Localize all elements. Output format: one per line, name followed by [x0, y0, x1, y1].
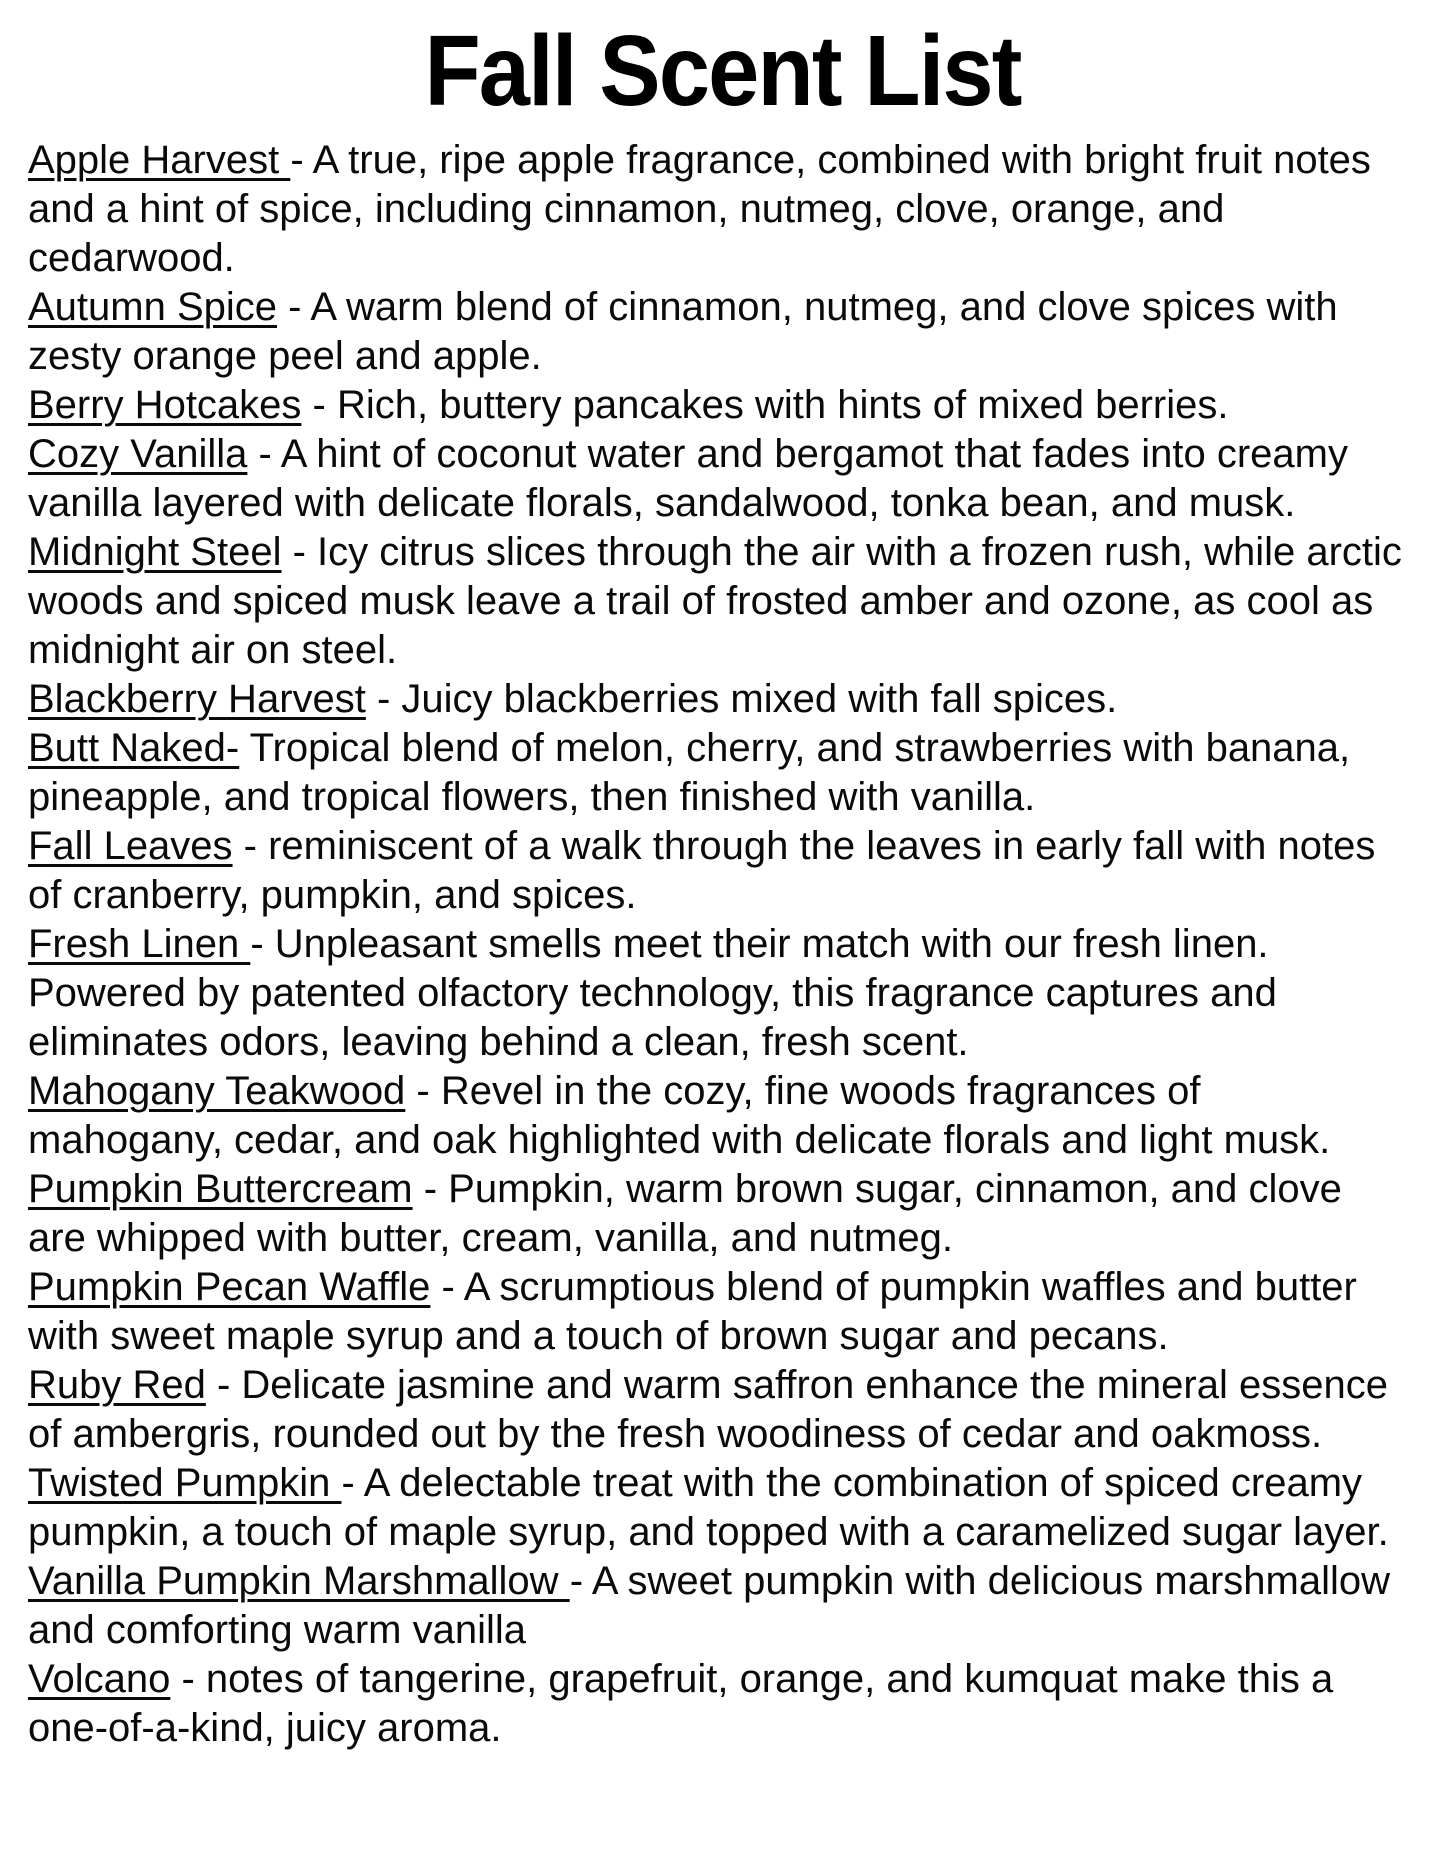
- scent-name: Twisted Pumpkin: [28, 1461, 342, 1505]
- scent-description: - Pumpkin, warm brown sugar, cinnamon, and clove are whipped with butter, cream, vanilla, and nutmeg.: [28, 1167, 1354, 1260]
- scent-name: Cozy Vanilla: [28, 432, 248, 476]
- scent-entry: [28, 1067, 1406, 1165]
- scent-name: Apple Harvest: [28, 138, 291, 182]
- scent-entry: [28, 1361, 1406, 1459]
- scent-name: Blackberry Harvest: [28, 677, 366, 721]
- scent-name: Mahogany Teakwood: [28, 1069, 406, 1113]
- scent-description: - A warm blend of cinnamon, nutmeg, and clove spices with zesty orange peel and apple.: [28, 285, 1349, 378]
- scent-entry: [28, 528, 1414, 675]
- scent-description: - notes of tangerine, grapefruit, orange, and kumquat make this a one-of-a-kind, juicy aroma.: [28, 1657, 1345, 1750]
- scent-entry: [28, 430, 1406, 528]
- scent-description: - Rich, buttery pancakes with hints of mixed berries.: [301, 383, 1229, 427]
- scent-name: Pumpkin Buttercream: [28, 1167, 413, 1211]
- scent-entry: [28, 381, 1406, 430]
- scent-name: Pumpkin Pecan Waffle: [28, 1265, 431, 1309]
- scent-description: - A scrumptious blend of pumpkin waffles and butter with sweet maple syrup and a touch of brown sugar and pecans.: [28, 1265, 1368, 1358]
- scent-entry: [28, 1655, 1406, 1753]
- scent-description: - A hint of coconut water and bergamot that fades into creamy vanilla layered with delicate florals, sandalwood, tonka bean, and musk.: [28, 432, 1360, 525]
- scent-description: - A delectable treat with the combination of spiced creamy pumpkin, a touch of maple syrup, and topped with a caramelized sugar layer.: [28, 1461, 1389, 1554]
- scent-description: - Revel in the cozy, fine woods fragrances of mahogany, cedar, and oak highlighted with delicate florals and light musk.: [28, 1069, 1331, 1162]
- scent-name: Volcano: [28, 1657, 171, 1701]
- scent-list: [28, 136, 1414, 1753]
- page-title: Fall Scent List: [424, 15, 1021, 127]
- scent-entry: [28, 1459, 1406, 1557]
- scent-entry: [28, 1557, 1406, 1655]
- scent-name: Fall Leaves: [28, 824, 233, 868]
- scent-name: Ruby Red: [28, 1363, 206, 1407]
- scent-description: - A true, ripe apple fragrance, combined with bright fruit notes and a hint of spice, including cinnamon, nutmeg, clove, orange, and cedarwood.: [28, 138, 1383, 280]
- scent-entry: [28, 136, 1406, 283]
- scent-name: Fresh Linen: [28, 922, 251, 966]
- scent-description: - Icy citrus slices through the air with a frozen rush, while arctic woods and spiced musk leave a trail of frosted amber and ozone, as cool as midnight air on steel.: [28, 530, 1414, 672]
- scent-entry: [28, 920, 1406, 1067]
- scent-name: Berry Hotcakes: [28, 383, 302, 427]
- scent-description: - reminiscent of a walk through the leaves in early fall with notes of cranberry, pumpkin, and spices.: [28, 824, 1387, 917]
- scent-entry: [28, 1263, 1406, 1361]
- scent-name: Butt Naked-: [28, 726, 240, 770]
- scent-description: Tropical blend of melon, cherry, and strawberries with banana, pineapple, and tropical flowers, then finished with vanilla.: [28, 726, 1362, 819]
- scent-entry: [28, 822, 1406, 920]
- scent-entry: [28, 724, 1406, 822]
- scent-entry: [28, 283, 1406, 381]
- scent-name: Vanilla Pumpkin Marshmallow: [28, 1559, 570, 1603]
- scent-description: - Unpleasant smells meet their match with our fresh linen. Powered by patented olfactory technology, this fragrance captures and eliminates odors, leaving behind a clean, fresh scent.: [28, 922, 1289, 1064]
- scent-name: Midnight Steel: [28, 530, 282, 574]
- scent-entry: [28, 1165, 1406, 1263]
- scent-description: - Juicy blackberries mixed with fall spices.: [365, 677, 1118, 721]
- scent-entry: [28, 675, 1406, 724]
- scent-description: - A sweet pumpkin with delicious marshmallow and comforting warm vanilla: [28, 1559, 1402, 1652]
- scent-name: Autumn Spice: [28, 285, 278, 329]
- scent-description: - Delicate jasmine and warm saffron enhance the mineral essence of ambergris, rounded out by the fresh woodiness of cedar and oakmoss.: [28, 1363, 1400, 1456]
